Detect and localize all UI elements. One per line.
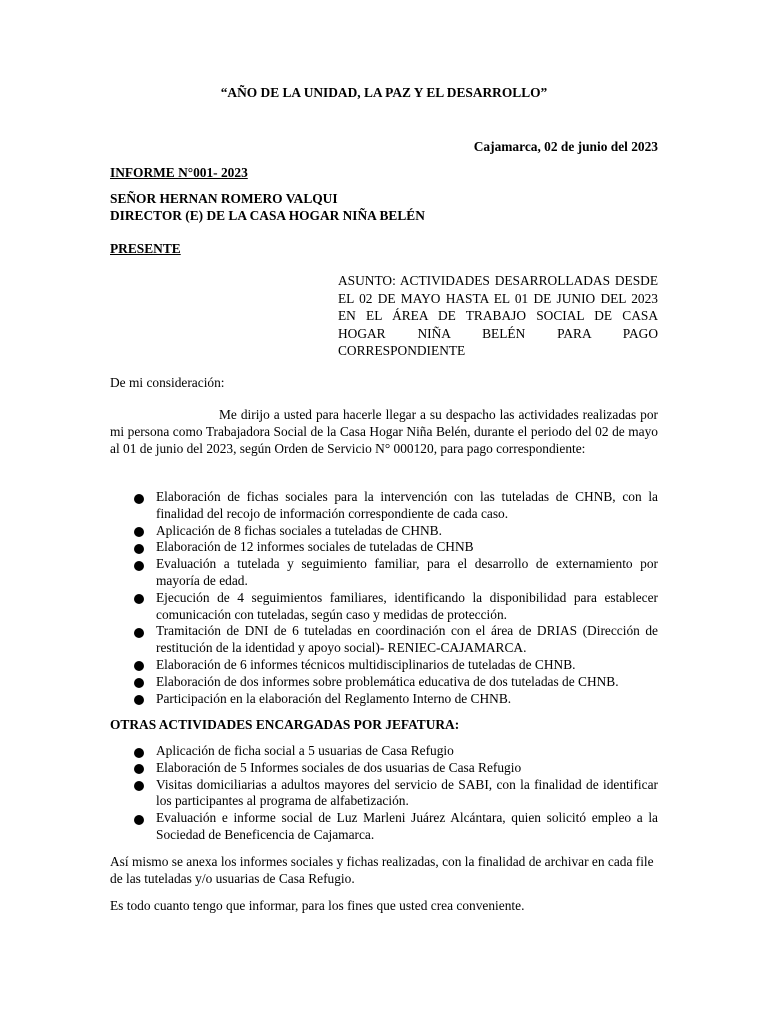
list-item (110, 777, 658, 811)
list-item (110, 674, 658, 691)
recipient-title: DIRECTOR (E) DE LA CASA HOGAR NIÑA BELÉN (110, 208, 425, 223)
list-item-text: Visitas domiciliarias a adultos mayores del servicio de SABI, con la finalidad de identificar los participantes al programa de alfabetización. (156, 776, 658, 809)
list-item-text: Elaboración de 12 informes sociales de tuteladas de CHNB (156, 539, 474, 555)
list-item-text: Elaboración de 6 informes técnicos multidisciplinarios de tuteladas de CHNB. (156, 656, 576, 672)
bullet-icon (134, 748, 144, 758)
subject-block: ASUNTO: ACTIVIDADES DESARROLLADAS DESDE EL 02 DE MAYO HASTA EL 01 DE JUNIO DEL 2023 EN EL ÁREA DE TRABAJO SOCIAL DE CASA HOGAR NIÑA BELÉN PARA PAGO CORRESPONDIENTE (338, 273, 658, 358)
bullet-icon (134, 695, 144, 705)
bullet-icon (134, 781, 144, 791)
list-item (110, 590, 658, 624)
list-item (110, 623, 658, 657)
bullet-icon (134, 764, 144, 774)
bullet-icon (134, 527, 144, 537)
year-motto: “AÑO DE LA UNIDAD, LA PAZ Y EL DESARROLLO” (220, 85, 548, 100)
bullet-icon (134, 628, 144, 638)
list-item (110, 743, 658, 760)
activities-list (110, 489, 658, 707)
list-item-text: Participación en la elaboración del Reglamento Interno de CHNB. (156, 690, 512, 706)
list-item (110, 539, 658, 556)
greeting: De mi consideración: (110, 375, 225, 390)
bullet-icon (134, 561, 144, 571)
bullet-icon (134, 594, 144, 604)
list-item-text: Tramitación de DNI de 6 tuteladas en coordinación con el área de DRIAS (Dirección de restitución de la identidad y apoyo social)- RENIEC-CAJAMARCA. (156, 623, 658, 656)
bullet-icon (134, 494, 144, 504)
list-item-text: Aplicación de 8 fichas sociales a tuteladas de CHNB. (156, 522, 442, 538)
bullet-icon (134, 544, 144, 554)
list-item (110, 523, 658, 540)
bullet-icon (134, 815, 144, 825)
other-activities-heading: OTRAS ACTIVIDADES ENCARGADAS POR JEFATURA: (110, 717, 460, 732)
list-item-text: Aplicación de ficha social a 5 usuarias de Casa Refugio (156, 743, 454, 758)
recipient-block (110, 190, 425, 224)
list-item (110, 810, 658, 844)
list-item (110, 691, 658, 708)
other-activities-list (110, 743, 658, 844)
report-number: INFORME N°001- 2023 (110, 165, 248, 180)
list-item-text: Elaboración de 5 Informes sociales de dos usuarias de Casa Refugio (156, 759, 522, 775)
presente-heading: PRESENTE (110, 241, 181, 256)
list-item-text: Ejecución de 4 seguimientos familiares, identificando la disponibilidad para establecer comunicación con tuteladas, según caso y medidas de protección. (156, 589, 658, 622)
list-item-text: Evaluación e informe social de Luz Marleni Juárez Alcántara, quien solicitó empleo a la Sociedad de Beneficencia de Cajamarca. (156, 810, 658, 842)
bullet-icon (134, 661, 144, 671)
list-item (110, 657, 658, 674)
list-item (110, 556, 658, 590)
list-item-text: Evaluación a tutelada y seguimiento familiar, para el desarrollo de externamiento por mayoría de edad. (156, 556, 658, 588)
list-item (110, 489, 658, 523)
list-item (110, 760, 658, 777)
date-line: Cajamarca, 02 de junio del 2023 (473, 139, 658, 154)
recipient-name: SEÑOR HERNAN ROMERO VALQUI (110, 191, 338, 206)
bullet-icon (134, 678, 144, 688)
intro-paragraph: Me dirijo a usted para hacerle llegar a su despacho las actividades realizadas por mi persona como Trabajadora Social de la Casa Hogar Niña Belén, durante el periodo del 02 de mayo al 01 de junio del 2023, según Orden de Servicio N° 000120, para pago correspondiente: (110, 407, 658, 456)
closing-final-paragraph: Es todo cuanto tengo que informar, para los fines que usted crea conveniente. (110, 898, 525, 913)
closing-annex-paragraph: Así mismo se anexa los informes sociales y fichas realizadas, con la finalidad de archivar en cada file de las tuteladas y/o usuarias de Casa Refugio. (110, 854, 654, 886)
list-item-text: Elaboración de fichas sociales para la intervención con las tuteladas de CHNB, con la finalidad del recojo de información correspondiente de cada caso. (156, 489, 658, 521)
list-item-text: Elaboración de dos informes sobre problemática educativa de dos tuteladas de CHNB. (156, 673, 619, 689)
